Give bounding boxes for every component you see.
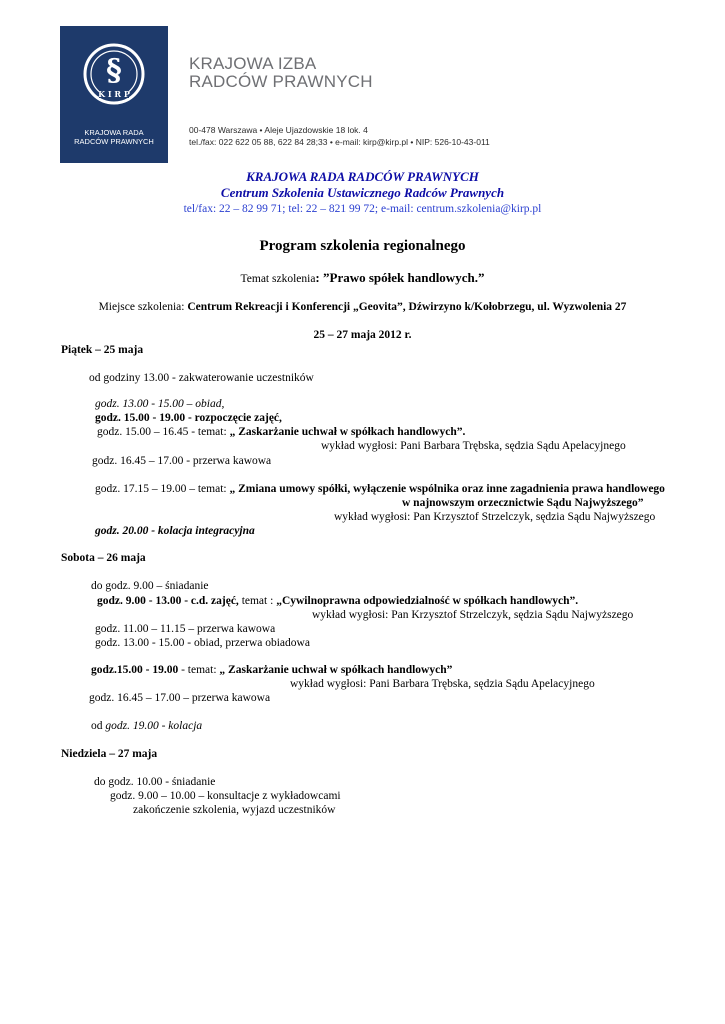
saturday-session1-lecturer: wykład wygłosi: Pan Krzysztof Strzelczyk, sędzia Sądu Najwyższego xyxy=(312,609,634,621)
sunday-breakfast: do godz. 10.00 - śniadanie xyxy=(94,776,216,788)
friday-opening: godz. 15.00 - 19.00 - rozpoczęcie zajęć, xyxy=(95,412,282,424)
saturday-session1-mid: temat : xyxy=(238,595,277,607)
letterhead-contact: tel./fax: 022 622 05 88, 622 84 28;33 • e-mail: kirp@kirp.pl • NIP: 526-10-43-011 xyxy=(189,137,490,147)
place-value: Centrum Rekreacji i Konferencji „Geovita”, Dźwirzyno k/Kołobrzegu, ul. Wyzwolenia 27 xyxy=(187,301,627,313)
friday-session2 xyxy=(95,482,665,496)
topic-value: : ”Prawo spółek handlowych.” xyxy=(315,270,485,285)
sunday-consultations: godz. 9.00 – 10.00 – konsultacje z wykładowcami xyxy=(110,790,341,802)
friday-accommodation: od godziny 13.00 - zakwaterowanie uczestników xyxy=(89,372,314,384)
friday-session1-lecturer: wykład wygłosi: Pani Barbara Trębska, sędzia Sądu Apelacyjnego xyxy=(321,440,626,452)
saturday-session2-topic: „ Zaskarżanie uchwał w spółkach handlowych” xyxy=(219,664,453,676)
kirp-seal-icon xyxy=(81,36,147,116)
centre-contact: tel/fax: 22 – 82 99 71; tel: 22 – 821 99 72; e-mail: centrum.szkolenia@kirp.pl xyxy=(183,203,542,215)
friday-session1 xyxy=(97,425,465,439)
friday-lunch: godz. 13.00 - 15.00 – obiad, xyxy=(95,398,225,410)
org-title-line2: RADCÓW PRAWNYCH xyxy=(189,72,373,91)
friday-heading: Piątek – 25 maja xyxy=(61,344,144,356)
place-line xyxy=(0,300,725,314)
event-dates: 25 – 27 maja 2012 r. xyxy=(313,329,412,341)
saturday-session2-mid: - temat: xyxy=(178,664,220,676)
saturday-breakfast: do godz. 9.00 – śniadanie xyxy=(91,580,209,592)
page-title: Program szkolenia regionalnego xyxy=(259,238,466,254)
council-name: KRAJOWA RADA RADCÓW PRAWNYCH xyxy=(246,169,479,184)
topic-label: Temat szkolenia xyxy=(240,273,316,285)
saturday-break2: godz. 16.45 – 17.00 – przerwa kawowa xyxy=(89,692,271,704)
saturday-session2-lecturer: wykład wygłosi: Pani Barbara Trębska, sędzia Sądu Apelacyjnego xyxy=(290,678,595,690)
logo-caption-line2: RADCÓW PRAWNYCH xyxy=(74,137,154,146)
friday-dinner: godz. 20.00 - kolacja integracyjna xyxy=(95,525,255,537)
topic-line xyxy=(0,271,725,286)
svg-text:K I R P: K I R P xyxy=(98,89,130,99)
friday-session2-lecturer: wykład wygłosi: Pan Krzysztof Strzelczyk, sędzia Sądu Najwyższego xyxy=(334,511,656,523)
friday-session2-topic-b: w najnowszym orzecznictwie Sądu Najwyższego” xyxy=(402,497,644,509)
saturday-session1-time: godz. 9.00 - 13.00 - c.d. zajęć, xyxy=(97,595,239,607)
place-label: Miejsce szkolenia: xyxy=(98,301,188,313)
svg-text:§: § xyxy=(106,53,122,88)
saturday-dinner-text: godz. 19.00 - kolacja xyxy=(105,720,203,732)
friday-break: godz. 16.45 – 17.00 - przerwa kawowa xyxy=(92,455,272,467)
friday-session2-time: godz. 17.15 – 19.00 – temat: xyxy=(95,483,230,495)
training-centre: Centrum Szkolenia Ustawicznego Radców Prawnych xyxy=(220,185,505,200)
saturday-session2-time: godz.15.00 - 19.00 xyxy=(91,664,179,676)
saturday-session2 xyxy=(91,663,452,677)
saturday-heading: Sobota – 26 maja xyxy=(61,552,146,564)
saturday-lunch: godz. 13.00 - 15.00 - obiad, przerwa obiadowa xyxy=(95,637,310,649)
logo-caption-line1: KRAJOWA RADA xyxy=(84,128,144,137)
friday-session2-topic-a: „ Zmiana umowy spółki, wyłączenie wspólnika oraz inne zagadnienia prawa handlowego xyxy=(229,483,665,495)
saturday-session1 xyxy=(97,594,578,608)
saturday-break1: godz. 11.00 – 11.15 – przerwa kawowa xyxy=(95,623,276,635)
friday-session1-topic: „ Zaskarżanie uchwał w spółkach handlowych”. xyxy=(229,426,466,438)
kirp-logo xyxy=(60,26,168,163)
saturday-dinner xyxy=(91,719,202,733)
org-title-line1: KRAJOWA IZBA xyxy=(189,54,317,73)
letterhead-address: 00-478 Warszawa • Aleje Ujazdowskie 18 lok. 4 xyxy=(189,125,368,135)
sunday-closing: zakończenie szkolenia, wyjazd uczestników xyxy=(133,804,336,816)
saturday-dinner-prefix: od xyxy=(91,720,106,732)
friday-session1-time: godz. 15.00 – 16.45 - temat: xyxy=(97,426,230,438)
saturday-session1-topic: „Cywilnoprawna odpowiedzialność w spółkach handlowych”. xyxy=(276,595,579,607)
sunday-heading: Niedziela – 27 maja xyxy=(61,748,158,760)
